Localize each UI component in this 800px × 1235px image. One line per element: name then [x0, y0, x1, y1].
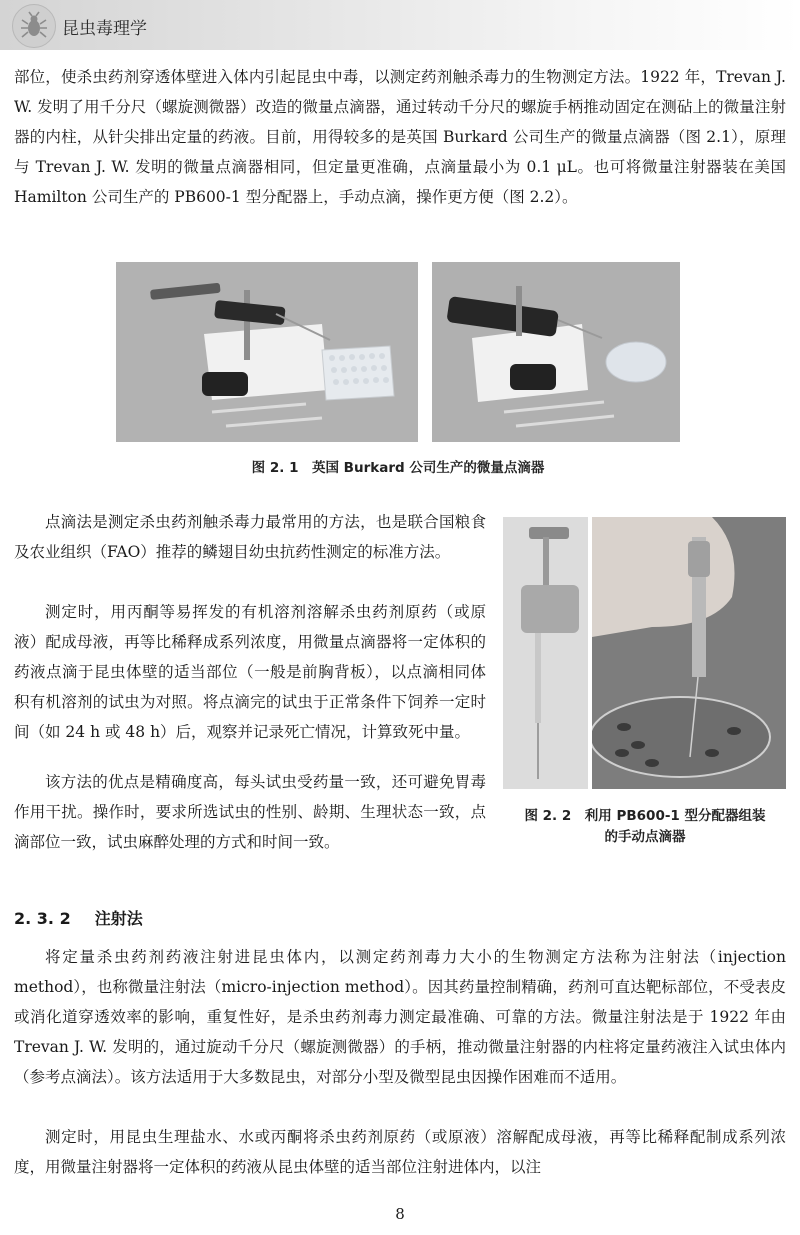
paragraph-topical-method: 点滴法是测定杀虫药剂触杀毒力最常用的方法，也是联合国粮食及农业组织（FAO）推荐的鳞翅目幼虫抗药性测定的标准方法。 — [14, 513, 486, 561]
book-title: 昆虫毒理学 — [62, 19, 147, 39]
figure-2-2-photo-left — [503, 517, 588, 789]
figure-2-2-photo-right — [592, 517, 786, 789]
paragraph-injection-method: 将定量杀虫药剂药液注射进昆虫体内，以测定药剂毒力大小的生物测定方法称为注射法（injection method），也称微量注射法（micro-injection method）。因其药量控制精确，药剂可直达靶标部位，不受表皮或消化道穿透效率的影响，重复性好，是杀虫药剂毒力测定最准确、可靠的方法。微量注射法是于 1922 年由 Trevan J. W. 发明的，通过旋动千分尺（螺旋测微器）的手柄，推动微量注射器的内柱将定量药液注入试虫体内（参考点滴法）。该方法适用于大多数昆虫，对部分小型及微型昆虫因操作困难而不适用。 — [14, 948, 786, 1086]
paragraph-advantages: 该方法的优点是精确度高，每头试虫受药量一致，还可避免胃毒作用干扰。操作时，要求所选试虫的性别、龄期、生理状态一致，点滴部位一致，试虫麻醉处理的方式和时间一致。 — [14, 773, 486, 851]
paragraph-procedure: 测定时，用丙酮等易挥发的有机溶剂溶解杀虫药剂原药（或原液）配成母液，再等比稀释成系列浓度，用微量点滴器将一定体积的药液点滴于昆虫体壁的适当部位（一般是前胸背板），以点滴相同体积有机溶剂的试虫为对照。将点滴完的试虫于正常条件下饲养一定时间（如 24 h 或 48 h）后，观察并记录死亡情况，计算致死中量。 — [14, 603, 486, 741]
running-header — [0, 0, 800, 50]
figure-2-1-photo-left — [116, 262, 418, 442]
insect-logo-icon — [12, 4, 56, 48]
figure-2-1-photo-right — [432, 262, 680, 442]
page-number: 8 — [395, 1205, 405, 1223]
section-title: 注射法 — [94, 909, 143, 928]
paragraph-intro: 部位，使杀虫药剂穿透体壁进入体内引起昆虫中毒，以测定药剂触杀毒力的生物测定方法。1922 年，Trevan J. W. 发明了用千分尺（螺旋测微器）改造的微量点滴器，通过转动千分尺的螺旋手柄推动固定在测砧上的微量注射器的内柱，从针尖排出定量的药液。目前，用得较多的是英国 Burkard 公司生产的微量点滴器（图 2.1），原理与 Trevan J. W. 发明的微量点滴器相同，但定量更准确，点滴量最小为 0.1 μL。也可将微量注射器装在美国 Hamilton 公司生产的 PB600-1 型分配器上，手动点滴，操作更方便（图 2.2）。 — [14, 68, 786, 206]
figure-2-2-caption — [500, 806, 790, 848]
paragraph-injection-procedure: 测定时，用昆虫生理盐水、水或丙酮将杀虫药剂原药（或原液）溶解配成母液，再等比稀释配制成系列浓度，用微量注射器将一定体积的药液从昆虫体壁的适当部位注射进体内，以注 — [14, 1128, 786, 1176]
figure-2-2-caption-line2: 的手动点滴器 — [604, 829, 686, 845]
figure-2-2-caption-line1: 图 2. 2 利用 PB600-1 型分配器组装 — [524, 808, 766, 824]
section-heading — [14, 906, 143, 929]
section-number: 2. 3. 2 — [14, 909, 71, 928]
figure-2-1-caption: 图 2. 1 英国 Burkard 公司生产的微量点滴器 — [251, 460, 545, 476]
